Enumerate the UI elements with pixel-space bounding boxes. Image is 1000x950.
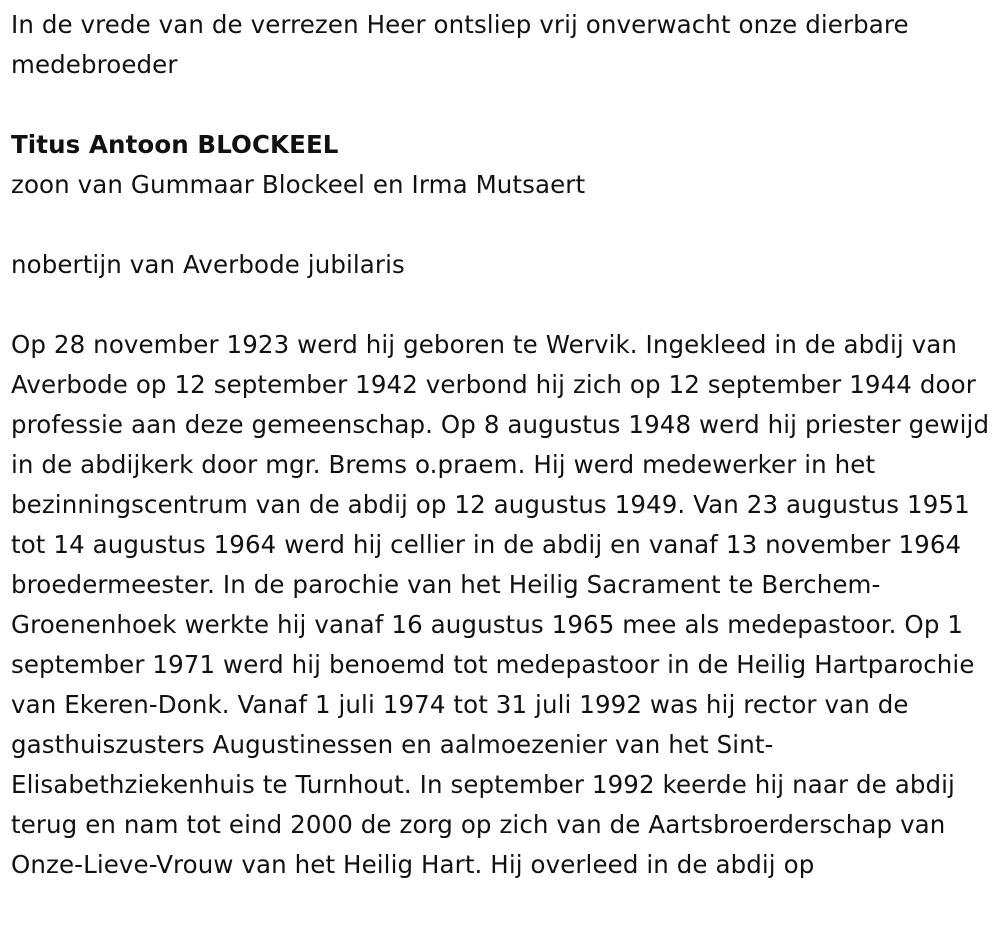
role-line: nobertijn van Averbode jubilaris <box>11 250 405 279</box>
spacer <box>11 85 993 125</box>
deceased-name: Titus Antoon BLOCKEEL <box>11 130 339 159</box>
spacer <box>11 285 993 325</box>
biography-paragraph: Op 28 november 1923 werd hij geboren te Wervik. Ingekleed in de abdij van Averbode op 12 september 1942 verbond hij zich op 12 september 1944 door professie aan deze gemeenschap. Op 8 augustus 1948 werd hij priester gewijd in de abdijkerk door mgr. Brems o.praem. Hij werd medewerker in het bezinningscentrum van de abdij op 12 augustus 1949. Van 23 augustus 1951 tot 14 augustus 1964 werd hij cellier in de abdij en vanaf 13 november 1964 broedermeester. In de parochie van het Heilig Sacrament te Berchem-Groenenhoek werkte hij vanaf 16 augustus 1965 mee als medepastoor. Op 1 september 1971 werd hij benoemd tot medepastoor in de Heilig Hartparochie van Ekeren-Donk. Vanaf 1 juli 1974 tot 31 juli 1992 was hij rector van de gasthuiszusters Augustinessen en aalmoezenier van het Sint-Elisabethziekenhuis te Turnhout. In september 1992 keerde hij naar de abdij terug en nam tot eind 2000 de zorg op zich van de Aartsbroerderschap van Onze-Lieve-Vrouw van het Heilig Hart. Hij overleed in de abdij op <box>11 330 990 879</box>
spacer <box>11 205 993 245</box>
parents-line: zoon van Gummaar Blockeel en Irma Mutsaert <box>11 170 586 199</box>
intro-paragraph: In de vrede van de verrezen Heer ontsliep vrij onverwacht onze dierbare medebroeder <box>11 10 909 79</box>
obituary-text <box>11 5 993 885</box>
